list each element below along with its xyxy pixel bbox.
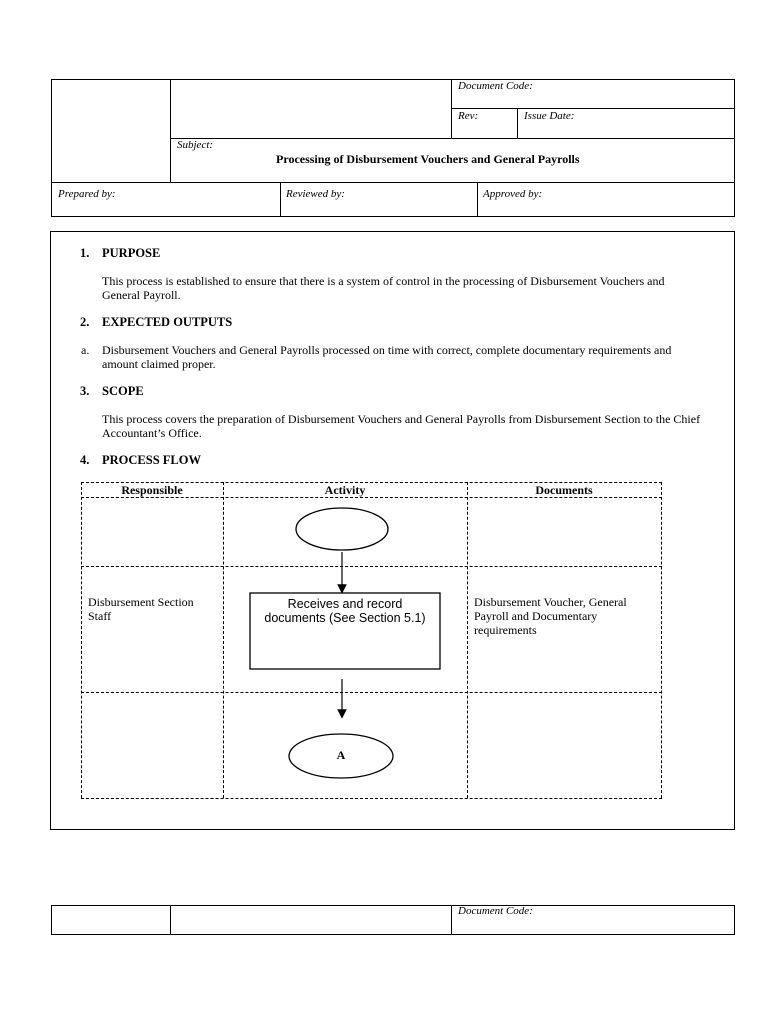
footer-code-divider (451, 905, 452, 935)
process-box-text: Receives and record documents (See Section 5.1) (264, 597, 426, 625)
prepared-divider (280, 182, 281, 217)
header-documents: Documents (535, 483, 593, 497)
section-2-text: Disbursement Vouchers and General Payrolls processed on time with correct, complete documentary requirements and amount claimed proper. (102, 343, 672, 371)
issue-date-label: Issue Date: (524, 110, 575, 122)
reviewed-divider (477, 182, 478, 217)
table-right-border (661, 482, 662, 798)
code-row-divider (451, 108, 735, 109)
connector-a-label: A (336, 748, 346, 762)
section-3-number: 3. (80, 384, 90, 398)
rev-divider (517, 108, 518, 138)
subject-row-divider (170, 138, 735, 139)
header-frame (51, 79, 735, 217)
responsible-cell: Disbursement Section Staff (88, 595, 194, 623)
section-2-number: 2. (80, 315, 90, 329)
section-2-title: EXPECTED OUTPUTS (102, 315, 233, 329)
subject-title: Processing of Disbursement Vouchers and General Payrolls (276, 152, 580, 166)
header-activity: Activity (324, 483, 366, 497)
reviewed-by-label: Reviewed by: (286, 188, 345, 200)
section-1-title: PURPOSE (102, 246, 161, 260)
subject-label: Subject: (177, 139, 214, 151)
table-left-border (81, 482, 82, 798)
table-col-2-border (467, 482, 468, 798)
section-4-number: 4. (80, 453, 90, 467)
logo-cell-divider (170, 79, 171, 182)
section-4-title: PROCESS FLOW (102, 453, 201, 467)
approved-by-label: Approved by: (483, 188, 543, 200)
footer-document-code-label: Document Code: (458, 905, 533, 917)
rev-label: Rev: (458, 110, 479, 122)
table-bottom-border (81, 798, 662, 799)
section-3-text: This process covers the preparation of Disbursement Vouchers and General Payrolls from Disbursement Section to the Chief Accountant’s Office. (102, 412, 701, 440)
section-3-title: SCOPE (102, 384, 144, 398)
footer-frame (51, 905, 735, 935)
signature-row-divider (51, 182, 735, 183)
documents-cell: Disbursement Voucher, General Payroll and Documentary requirements (474, 595, 627, 637)
prepared-by-label: Prepared by: (58, 188, 116, 200)
start-terminator (296, 508, 388, 550)
section-1-text: This process is established to ensure that there is a system of control in the processing of Disbursement Vouchers and General Payroll. (102, 274, 665, 302)
footer-logo-divider (170, 905, 171, 935)
section-1-number: 1. (80, 246, 90, 260)
document-code-label: Document Code: (458, 80, 533, 92)
header-responsible: Responsible (121, 483, 183, 497)
section-2-item-marker: a. (81, 343, 90, 357)
